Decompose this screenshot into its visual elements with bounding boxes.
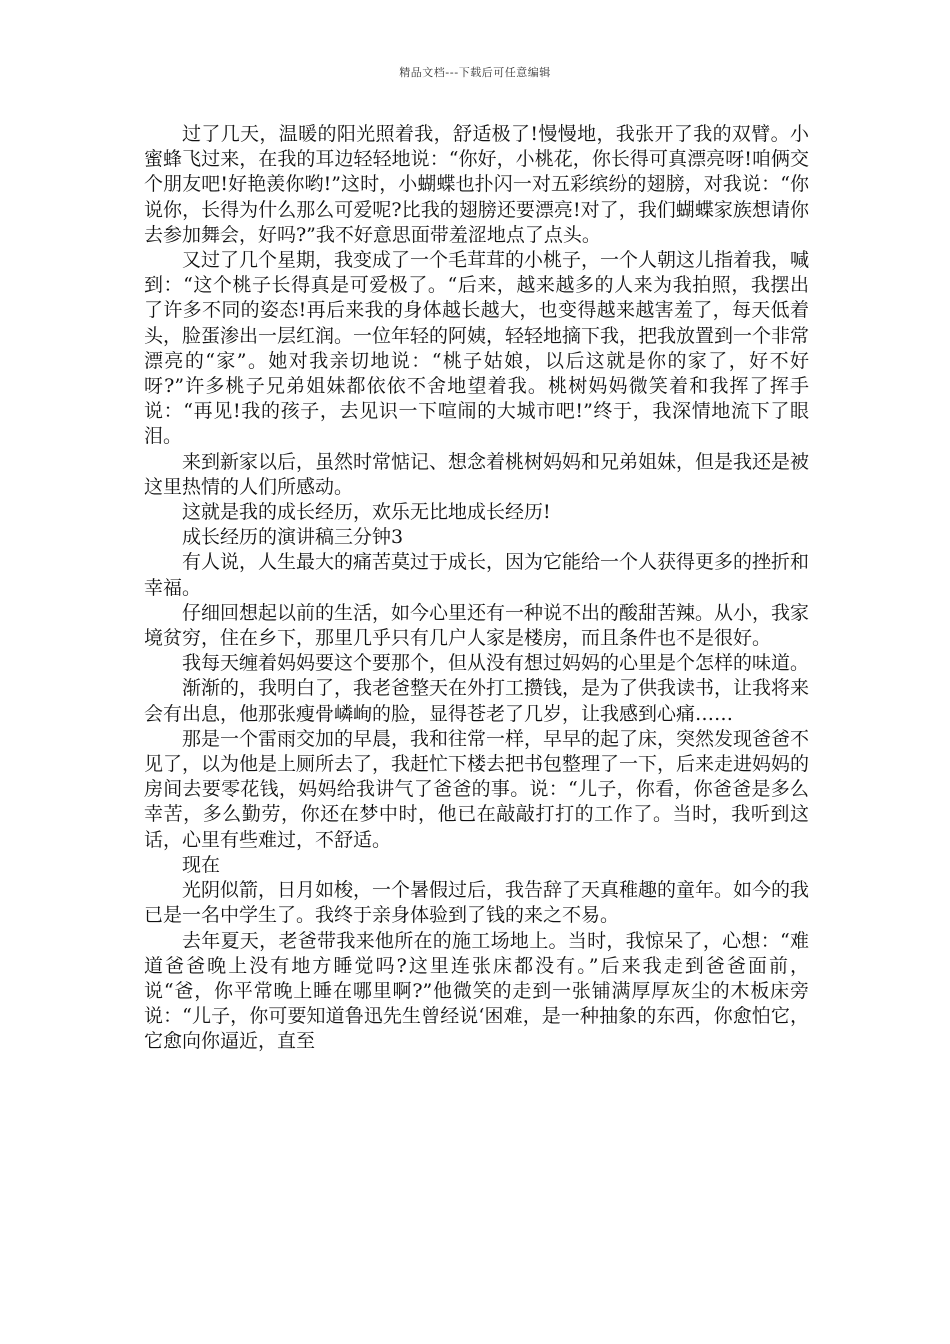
paragraph: 现在 [182, 853, 221, 876]
page-header: 精品文档---下载后可任意编辑 [399, 66, 551, 79]
paragraph: 仔细回想起以前的生活，如今心里还有一种说不出的酸甜苦辣。从小，我家境贫穷，住在乡下，那里几乎只有几户人家是楼房，而且条件也不是很好。 [144, 601, 810, 650]
paragraph: 有人说，人生最大的痛苦莫过于成长，因为它能给一个人获得更多的挫折和幸福。 [144, 551, 810, 599]
paragraph: 那是一个雷雨交加的早晨，我和往常一样，早早的起了床，突然发现爸爸不见了，以为他是上厕所去了，我赶忙下楼去把书包整理了一下，后来走进妈妈的房间去要零花钱，妈妈给我讲气了爸爸的事。说：“儿子，你看，你爸爸是多么幸苦，多么勤劳，你还在梦中时，他已在敲敲打打的工作了。当时，我听到这话，心里有些难过，不舒适。 [144, 727, 810, 851]
paragraph: 去年夏天，老爸带我来他所在的施工场地上。当时，我惊呆了，心想：“难道爸爸晚上没有地方睡觉吗?这里连张床都没有。”后来我走到爸爸面前，说“爸，你平常晚上睡在哪里啊?”他微笑的走到一张铺满厚厚灰尘的木板床旁说：“儿子，你可要知道鲁迅先生曾经说‘困难，是一种抽象的东西，你愈怕它，它愈向你逼近，直至 [144, 929, 809, 1053]
paragraph: 光阴似箭，日月如梭，一个暑假过后，我告辞了天真稚趣的童年。如今的我已是一名中学生了。我终于亲身体验到了钱的来之不易。 [144, 879, 810, 927]
paragraph: 我每天缠着妈妈要这个要那个，但从没有想过妈妈的心里是个怎样的味道。 [182, 652, 810, 675]
paragraph: 又过了几个星期，我变成了一个毛茸茸的小桃子，一个人朝这儿指着我，喊到：“这个桃子长得真是可爱极了。“后来，越来越多的人来为我拍照，我摆出了许多不同的姿态!再后来我的身体越长越大，也变得越来越害羞了，每天低着头，脸蛋渗出一层红润。一位年轻的阿姨，轻轻地摘下我，把我放置到一个非常漂亮的“家”。她对我亲切地说：“桃子姑娘，以后这就是你的家了，好不好呀?”许多桃子兄弟姐妹都依依不舍地望着我。桃树妈妈微笑着和我挥了挥手说：“再见!我的孩子，去见识一下喧闹的大城市吧!”终于，我深情地流下了眼泪。 [144, 249, 810, 448]
paragraph: 渐渐的，我明白了，我老爸整天在外打工攒钱，是为了供我读书，让我将来会有出息，他那张瘦骨嶙峋的脸，显得苍老了几岁，让我感到心痛…… [144, 677, 810, 725]
document-body [144, 122, 809, 1055]
paragraph: 过了几天，温暖的阳光照着我，舒适极了!慢慢地，我张开了我的双臂。小蜜蜂飞过来，在我的耳边轻轻地说：“你好，小桃花，你长得可真漂亮呀!咱俩交个朋友吧!好艳羡你哟!”这时，小蝴蝶也扑闪一对五彩缤纷的翅膀，对我说：“你说你，长得为什么那么可爱呢?比我的翅膀还要漂亮!对了，我们蝴蝶家族想请你去参加舞会，好吗?”我不好意思面带羞涩地点了点头。 [144, 123, 809, 246]
paragraph: 来到新家以后，虽然时常惦记、想念着桃树妈妈和兄弟姐妹，但是我还是被这里热情的人们所感动。 [144, 450, 810, 498]
section-heading: 成长经历的演讲稿三分钟3 [182, 526, 404, 549]
paragraph: 这就是我的成长经历，欢乐无比地成长经历! [182, 501, 551, 524]
